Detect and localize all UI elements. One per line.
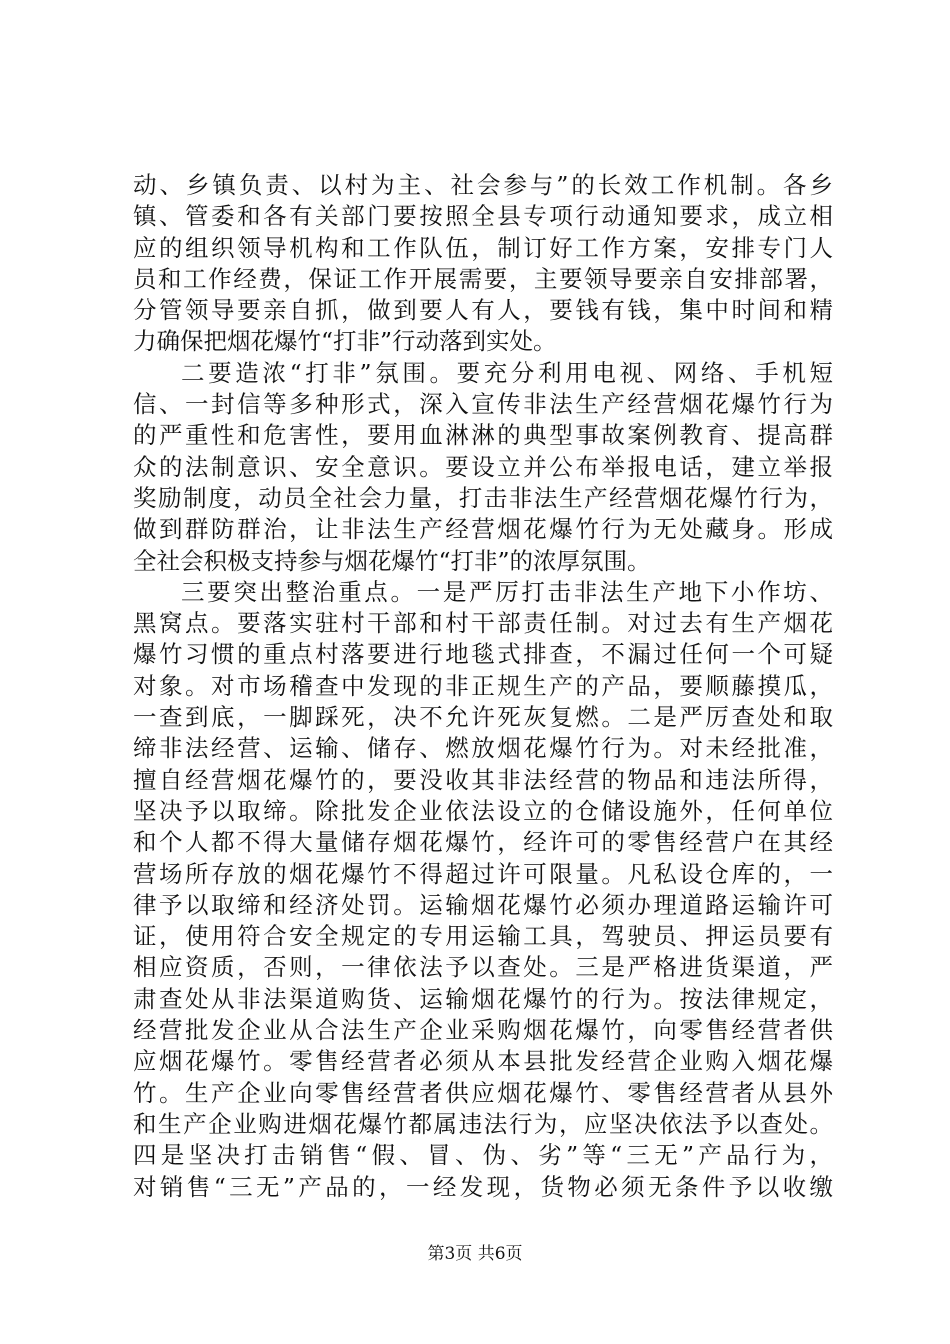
text-line: 动、乡镇负责、以村为主、社会参与”的长效工作机制。各乡 — [133, 171, 833, 199]
text-line: 经营批发企业从合法生产企业采购烟花爆竹，向零售经营者供 — [133, 1016, 833, 1045]
text-line: 相应资质，否则，一律依法予以查处。三是严格进货渠道，严 — [133, 953, 833, 982]
text-line: 的严重性和危害性，要用血淋淋的典型事故案例教育、提高群 — [133, 421, 833, 450]
text-line: 二要造浓“打非”氛围。要充分利用电视、网络、手机短 — [181, 358, 833, 387]
text-line: 坚决予以取缔。除批发企业依法设立的仓储设施外，任何单位 — [133, 796, 833, 825]
text-line: 缔非法经营、运输、储存、燃放烟花爆竹行为。对未经批准， — [133, 734, 833, 763]
text-line: 肃查处从非法渠道购货、运输烟花爆竹的行为。按法律规定， — [133, 984, 833, 1013]
text-line: 信、一封信等多种形式，深入宣传非法生产经营烟花爆竹行为 — [133, 390, 833, 419]
text-line: 律予以取缔和经济处罚。运输烟花爆竹必须办理道路运输许可 — [133, 890, 833, 919]
page-number-footer: 第3页 共6页 — [427, 1244, 523, 1264]
text-line: 竹。生产企业向零售经营者供应烟花爆竹、零售经营者从县外 — [133, 1078, 833, 1107]
text-line: 做到群防群治，让非法生产经营烟花爆竹行为无处藏身。形成 — [133, 515, 833, 544]
text-line: 对象。对市场稽查中发现的非正规生产的产品，要顺藤摸瓜， — [133, 671, 833, 700]
text-line: 众的法制意识、安全意识。要设立并公布举报电话，建立举报 — [133, 452, 833, 481]
text-line: 镇、管委和各有关部门要按照全县专项行动通知要求，成立相 — [133, 202, 833, 231]
text-line: 应的组织领导机构和工作队伍，制订好工作方案，安排专门人 — [133, 233, 833, 262]
text-line: 四是坚决打击销售“假、冒、伪、劣”等“三无”产品行为， — [133, 1141, 833, 1170]
text-line: 和个人都不得大量储存烟花爆竹，经许可的零售经营户在其经 — [133, 828, 833, 857]
text-line: 爆竹习惯的重点村落要进行地毯式排查，不漏过任何一个可疑 — [133, 640, 833, 669]
text-line: 员和工作经费，保证工作开展需要，主要领导要亲自安排部署， — [133, 264, 833, 293]
text-line: 一查到底，一脚踩死，决不允许死灰复燃。二是严厉查处和取 — [133, 703, 833, 732]
text-line: 黑窝点。要落实驻村干部和村干部责任制。对过去有生产烟花 — [133, 609, 833, 638]
text-line: 和生产企业购进烟花爆竹都属违法行为，应坚决依法予以查处。 — [133, 1109, 833, 1138]
document-body — [133, 170, 833, 1203]
text-line: 分管领导要亲自抓，做到要人有人，要钱有钱，集中时间和精 — [133, 296, 833, 325]
text-line: 应烟花爆竹。零售经营者必须从本县批发经营企业购入烟花爆 — [133, 1047, 833, 1076]
text-line: 擅自经营烟花爆竹的，要没收其非法经营的物品和违法所得， — [133, 765, 833, 794]
text-line: 三要突出整治重点。一是严厉打击非法生产地下小作坊、 — [181, 577, 833, 606]
text-line: 全社会积极支持参与烟花爆竹“打非”的浓厚氛围。 — [133, 546, 651, 575]
text-line: 对销售“三无”产品的，一经发现，货物必须无条件予以收缴 — [133, 1172, 833, 1201]
text-line: 力确保把烟花爆竹“打非”行动落到实处。 — [133, 327, 557, 356]
text-line: 奖励制度，动员全社会力量，打击非法生产经营烟花爆竹行为， — [133, 483, 833, 512]
text-line: 营场所存放的烟花爆竹不得超过许可限量。凡私设仓库的，一 — [133, 859, 833, 888]
text-line: 证，使用符合安全规定的专用运输工具，驾驶员、押运员要有 — [133, 922, 833, 951]
